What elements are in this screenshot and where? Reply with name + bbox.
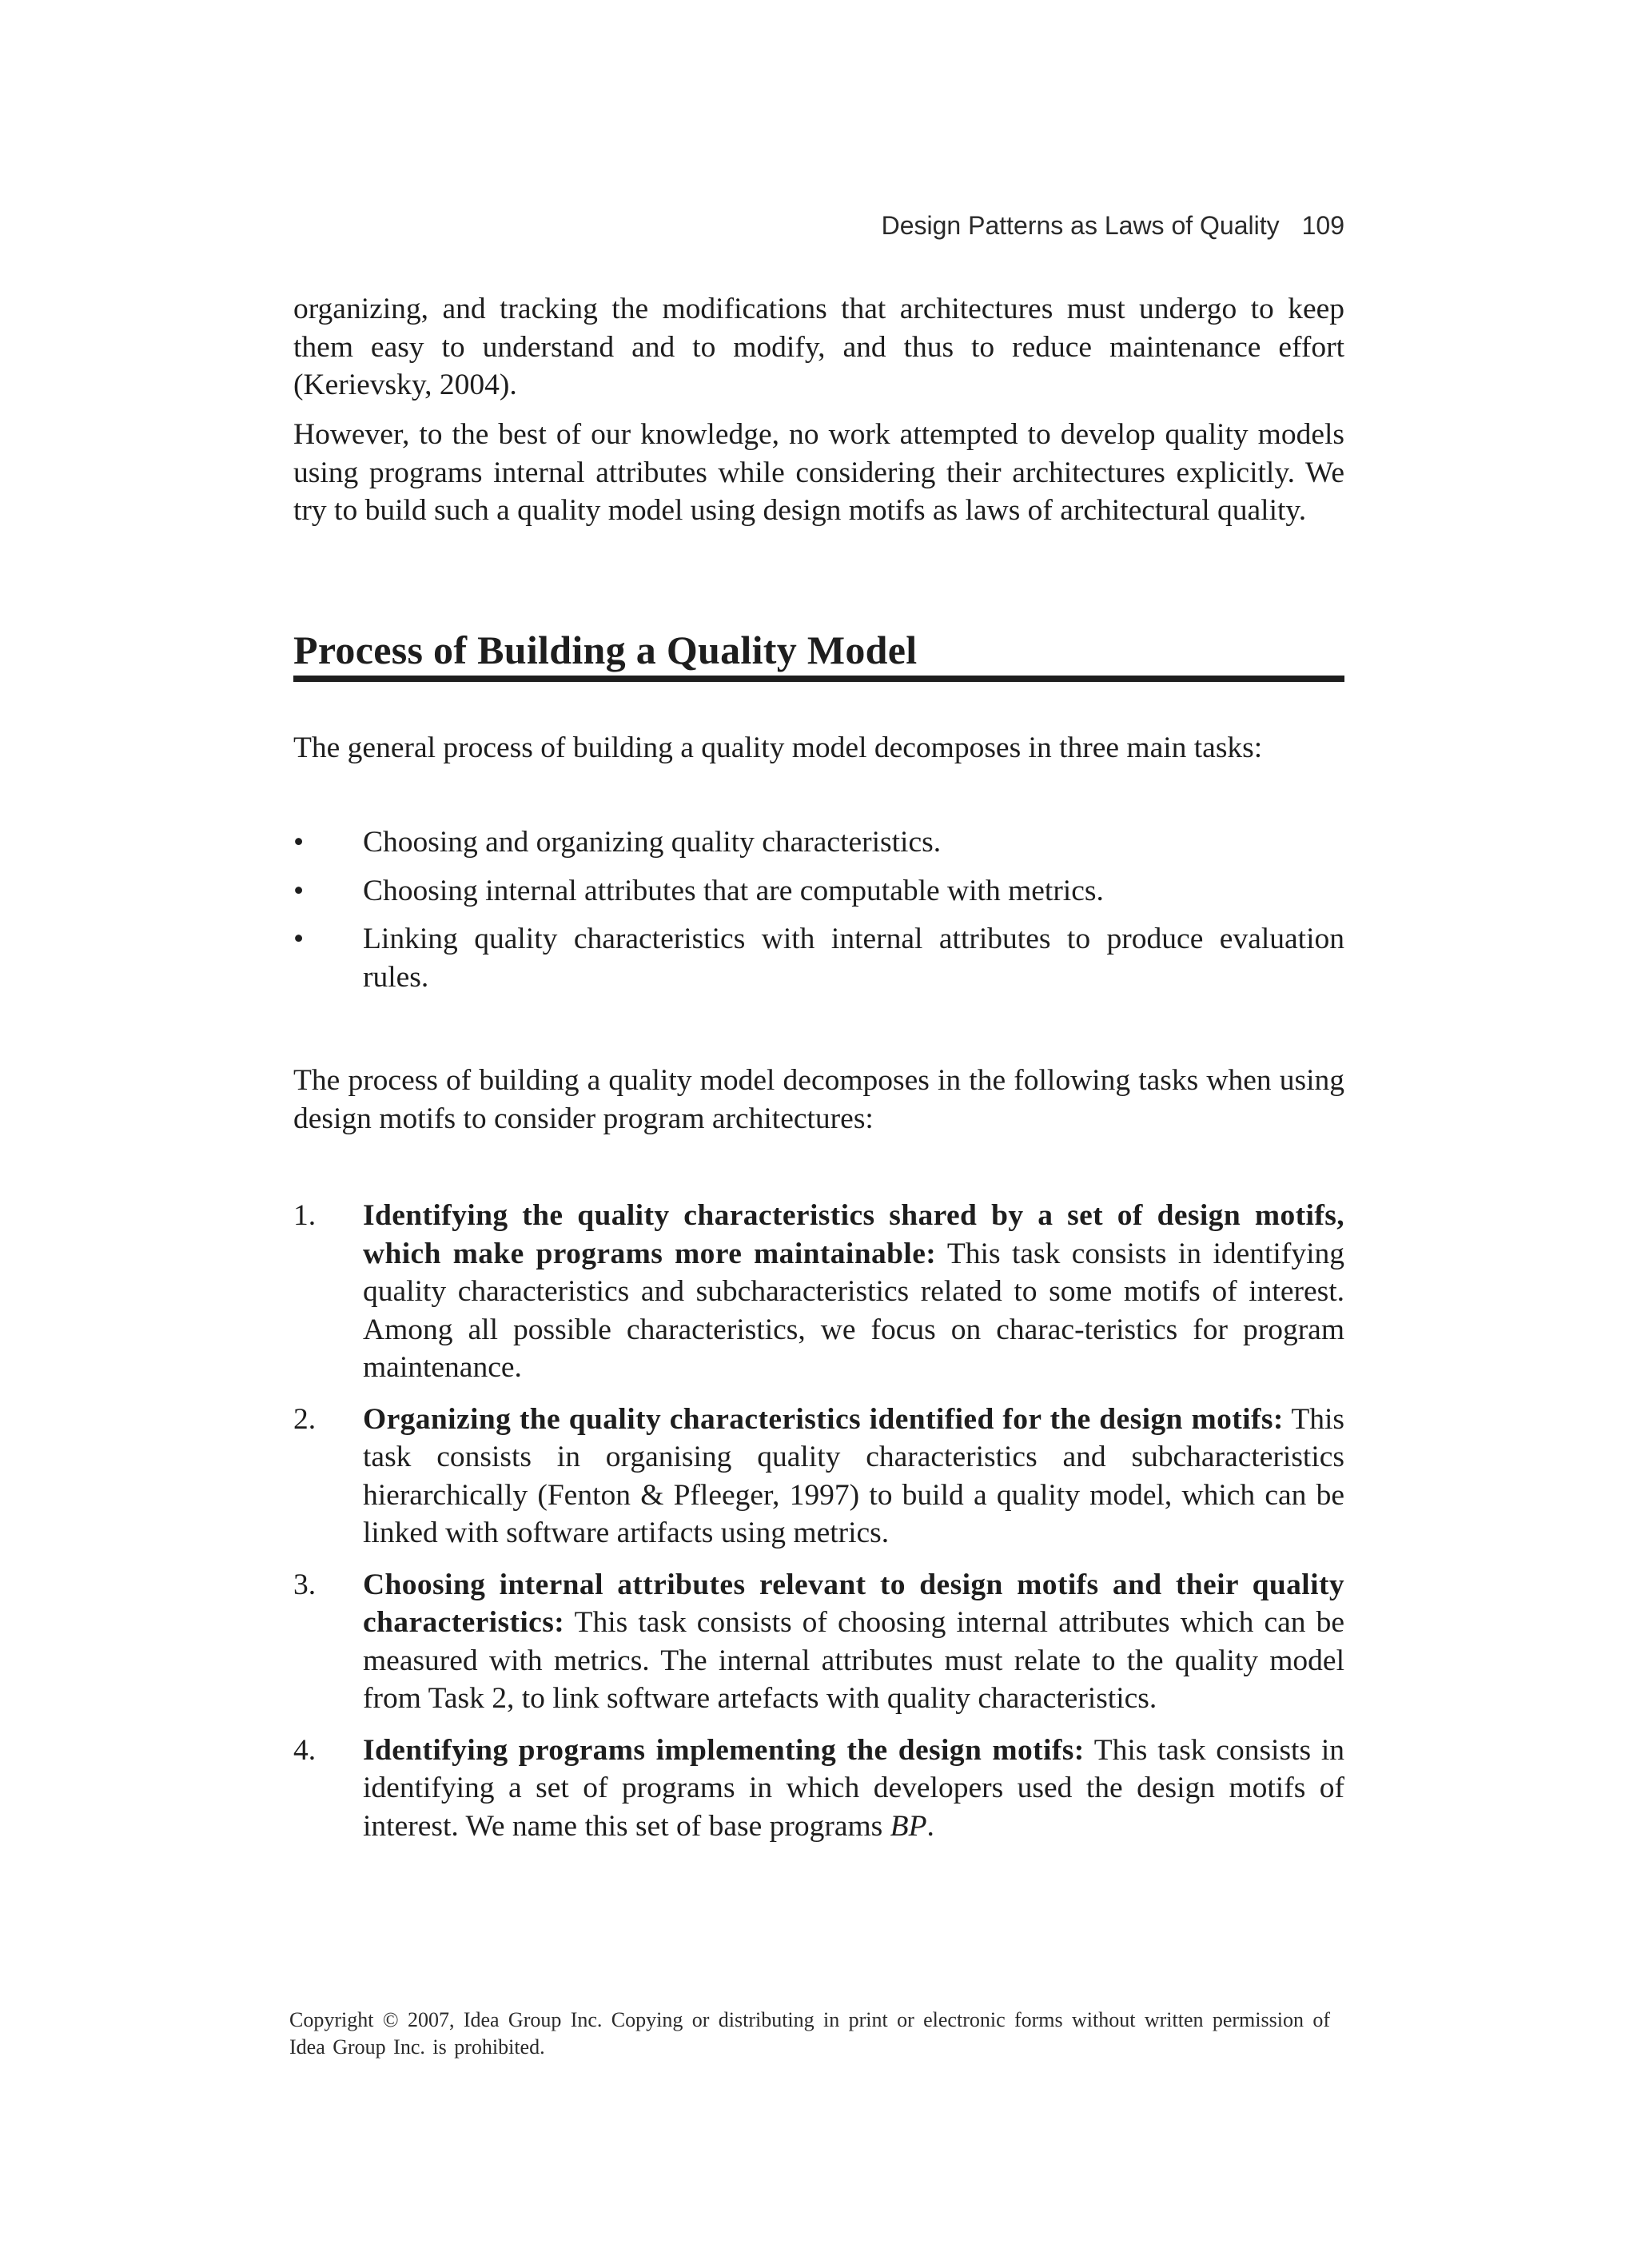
item-number: 1. <box>293 1199 317 1232</box>
bullet-list <box>293 823 1344 1006</box>
section-intro-1: The general process of building a quality model decomposes in three main tasks: <box>293 731 1263 764</box>
numbered-item <box>293 1197 1344 1387</box>
item-text: This task consists of choosing internal attributes which can be measured with metrics. The internal attributes must relate to the quality model from Task 2, to link software artefacts with quality characteristics. <box>363 1606 1344 1715</box>
numbered-item <box>293 1401 1344 1553</box>
bullet-item <box>293 872 1344 911</box>
copyright-footer: Copyright © 2007, Idea Group Inc. Copying or distributing in print or electronic forms without written permission of Idea Group Inc. is prohibited. <box>289 2008 1330 2059</box>
item-text: This task consists in identifying a set of programs in which developers used the design motifs of interest. We name this set of base programs <box>363 1733 1344 1843</box>
item-lead: Choosing internal attributes relevant to design motifs and their quality characteristics: <box>363 1568 1344 1639</box>
item-tail: . <box>926 1809 934 1843</box>
item-emphasis: BP <box>890 1809 927 1843</box>
item-number: 4. <box>293 1733 317 1767</box>
section-heading: Process of Building a Quality Model <box>293 626 1344 682</box>
item-text: This task consists in organising quality characteristics and subcharacteristics hierarchically (Fenton & Pfleeger, 1997) to build a quality model, which can be linked with software artifacts using metrics. <box>363 1402 1344 1549</box>
item-text: This task consists in identifying quality characteristics and subcharacteristics related to some motifs of interest. Among all possible characteristics, we focus on charac-teristics for program maintenance. <box>363 1237 1344 1384</box>
bullet-item <box>293 823 1344 862</box>
item-lead: Organizing the quality characteristics identified for the design motifs: <box>363 1402 1284 1436</box>
item-number: 2. <box>293 1402 317 1436</box>
numbered-item <box>293 1566 1344 1718</box>
page-number: 109 <box>1301 211 1344 240</box>
bullet-item <box>293 920 1344 996</box>
bullet-marker: • <box>293 826 305 859</box>
numbered-list <box>293 1197 1344 1859</box>
bullet-marker: • <box>293 874 305 907</box>
body-paragraph-1: organizing, and tracking the modifications that architectures must undergo to keep them easy to understand and to modify, and thus to reduce maintenance effort (Kerievsky, 2004). <box>293 293 1344 401</box>
item-number: 3. <box>293 1568 317 1601</box>
bullet-text: Choosing internal attributes that are computable with metrics. <box>363 874 1104 907</box>
running-title: Design Patterns as Laws of Quality <box>881 211 1280 240</box>
item-lead: Identifying programs implementing the design motifs: <box>363 1733 1085 1767</box>
body-paragraph-2: However, to the best of our knowledge, no work attempted to develop quality models using programs internal attributes while considering their architectures explicitly. We try to build such a quality model using design motifs as laws of architectural quality. <box>293 418 1344 527</box>
bullet-text: Linking quality characteristics with internal attributes to produce evaluation rules. <box>363 923 1344 994</box>
item-lead: Identifying the quality characteristics shared by a set of design motifs, which make programs more maintainable: <box>363 1199 1344 1270</box>
section-intro-2: The process of building a quality model decomposes in the following tasks when using design motifs to consider program architectures: <box>293 1064 1344 1135</box>
numbered-item <box>293 1732 1344 1846</box>
running-header <box>293 209 1344 241</box>
bullet-text: Choosing and organizing quality characteristics. <box>363 826 942 859</box>
bullet-marker: • <box>293 923 305 955</box>
